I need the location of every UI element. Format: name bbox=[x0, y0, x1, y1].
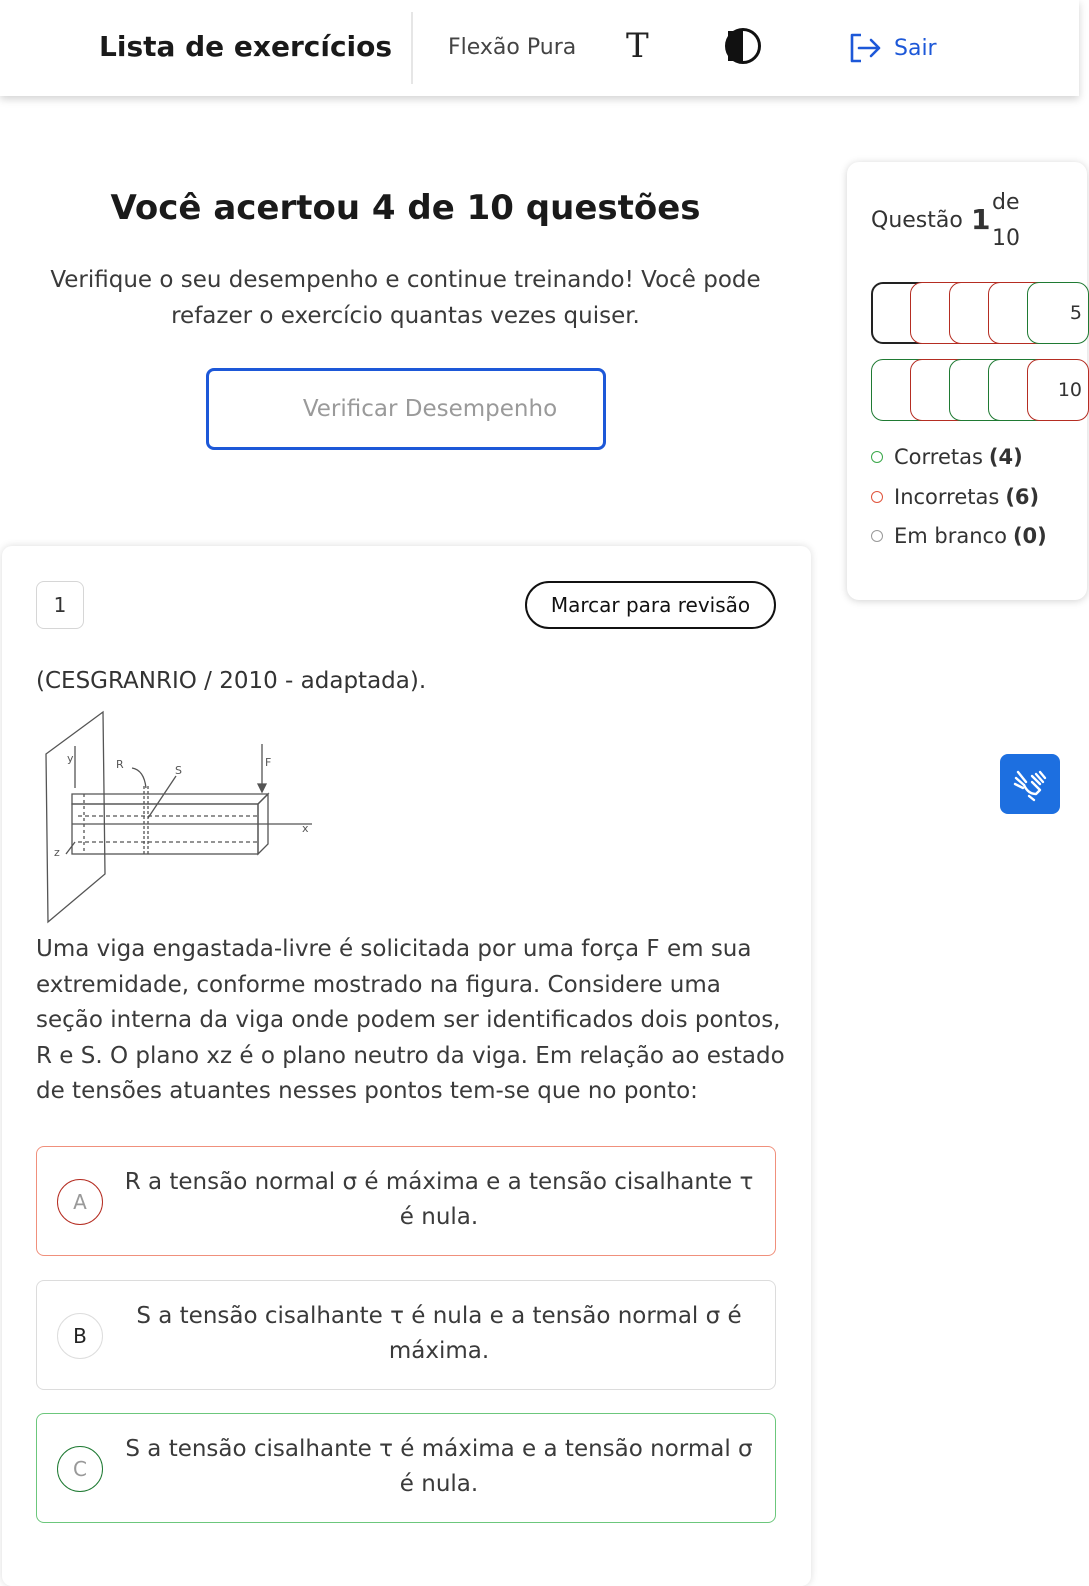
label-x: x bbox=[302, 822, 309, 835]
mark-review-button[interactable]: Marcar para revisão bbox=[525, 581, 776, 629]
legend-dot-gray bbox=[871, 530, 883, 542]
header-divider bbox=[411, 12, 413, 84]
question-text: Uma viga engastada-livre é solicitada por uma força F em sua extremidade, conforme mostrado na figura. Considere uma seção interna da viga onde podem ser identificados dois pontos, R e S. O plano xz é o plano neutro da viga. Em relação ao estado de tensões atuantes nesses pontos tem-se que no ponto: bbox=[36, 936, 785, 1104]
legend-label: Incorretas bbox=[894, 485, 1000, 509]
label-f: F bbox=[265, 756, 272, 769]
logout-button[interactable] bbox=[848, 32, 937, 64]
legend-count: (6) bbox=[1005, 485, 1040, 509]
current-question: 1 bbox=[971, 203, 991, 236]
s-pointer bbox=[148, 776, 176, 818]
legend-label: Corretas bbox=[894, 445, 983, 469]
subject-title: Flexão Pura bbox=[448, 35, 577, 60]
label-r: R bbox=[116, 758, 124, 771]
option-letter: A bbox=[57, 1179, 103, 1225]
option-text: S a tensão cisalhante τ é nula e a tensão normal σ é máxima. bbox=[136, 1303, 742, 1364]
libras-accessibility-button[interactable] bbox=[1000, 754, 1060, 814]
page-title: Lista de exercícios bbox=[99, 30, 393, 63]
option-text: R a tensão normal σ é máxima e a tensão cisalhante τ é nula. bbox=[124, 1169, 754, 1230]
question-number: 1 bbox=[36, 581, 84, 629]
question-nav-5[interactable]: 5 bbox=[1027, 282, 1089, 344]
question-label: Questão bbox=[871, 208, 963, 233]
verify-performance-button[interactable]: Verificar Desempenho bbox=[206, 368, 606, 450]
legend-dot-red bbox=[871, 491, 883, 503]
sign-language-hands-icon bbox=[1010, 764, 1050, 804]
label-s: S bbox=[175, 764, 182, 777]
option-letter: B bbox=[57, 1313, 103, 1359]
legend-count: (4) bbox=[988, 445, 1023, 469]
option-c[interactable] bbox=[36, 1413, 776, 1523]
option-a[interactable] bbox=[36, 1146, 776, 1256]
result-title: Você acertou 4 de 10 questões bbox=[110, 188, 701, 228]
beam-front bbox=[72, 804, 258, 854]
z-axis bbox=[66, 842, 75, 854]
label-z: z bbox=[54, 846, 60, 859]
beam-figure bbox=[36, 706, 326, 928]
option-b[interactable] bbox=[36, 1280, 776, 1390]
font-size-icon[interactable]: T bbox=[626, 26, 649, 66]
beam-top bbox=[72, 794, 268, 804]
option-text: S a tensão cisalhante τ é máxima e a tensão normal σ é nula. bbox=[125, 1436, 753, 1497]
label-y: y bbox=[67, 752, 74, 765]
legend-incorrect bbox=[871, 485, 1039, 509]
question-source: (CESGRANRIO / 2010 - adaptada). bbox=[36, 668, 427, 694]
legend-blank bbox=[871, 524, 1047, 548]
wall-plane bbox=[46, 712, 105, 922]
contrast-icon[interactable] bbox=[725, 28, 761, 64]
legend-label: Em branco bbox=[894, 524, 1007, 548]
r-pointer bbox=[132, 768, 146, 788]
logout-label: Sair bbox=[894, 35, 937, 61]
total-questions: 10 bbox=[992, 226, 1020, 251]
question-nav-10[interactable]: 10 bbox=[1027, 359, 1089, 421]
legend-dot-green bbox=[871, 451, 883, 463]
logout-icon bbox=[848, 32, 882, 64]
legend-count: (0) bbox=[1012, 524, 1047, 548]
legend-correct bbox=[871, 445, 1023, 469]
of-label: de bbox=[992, 190, 1020, 215]
top-header bbox=[0, 0, 1079, 96]
option-letter: C bbox=[57, 1446, 103, 1492]
result-text: Verifique o seu desempenho e continue treinando! Você pode refazer o exercício quantas vezes quiser. bbox=[50, 267, 761, 329]
